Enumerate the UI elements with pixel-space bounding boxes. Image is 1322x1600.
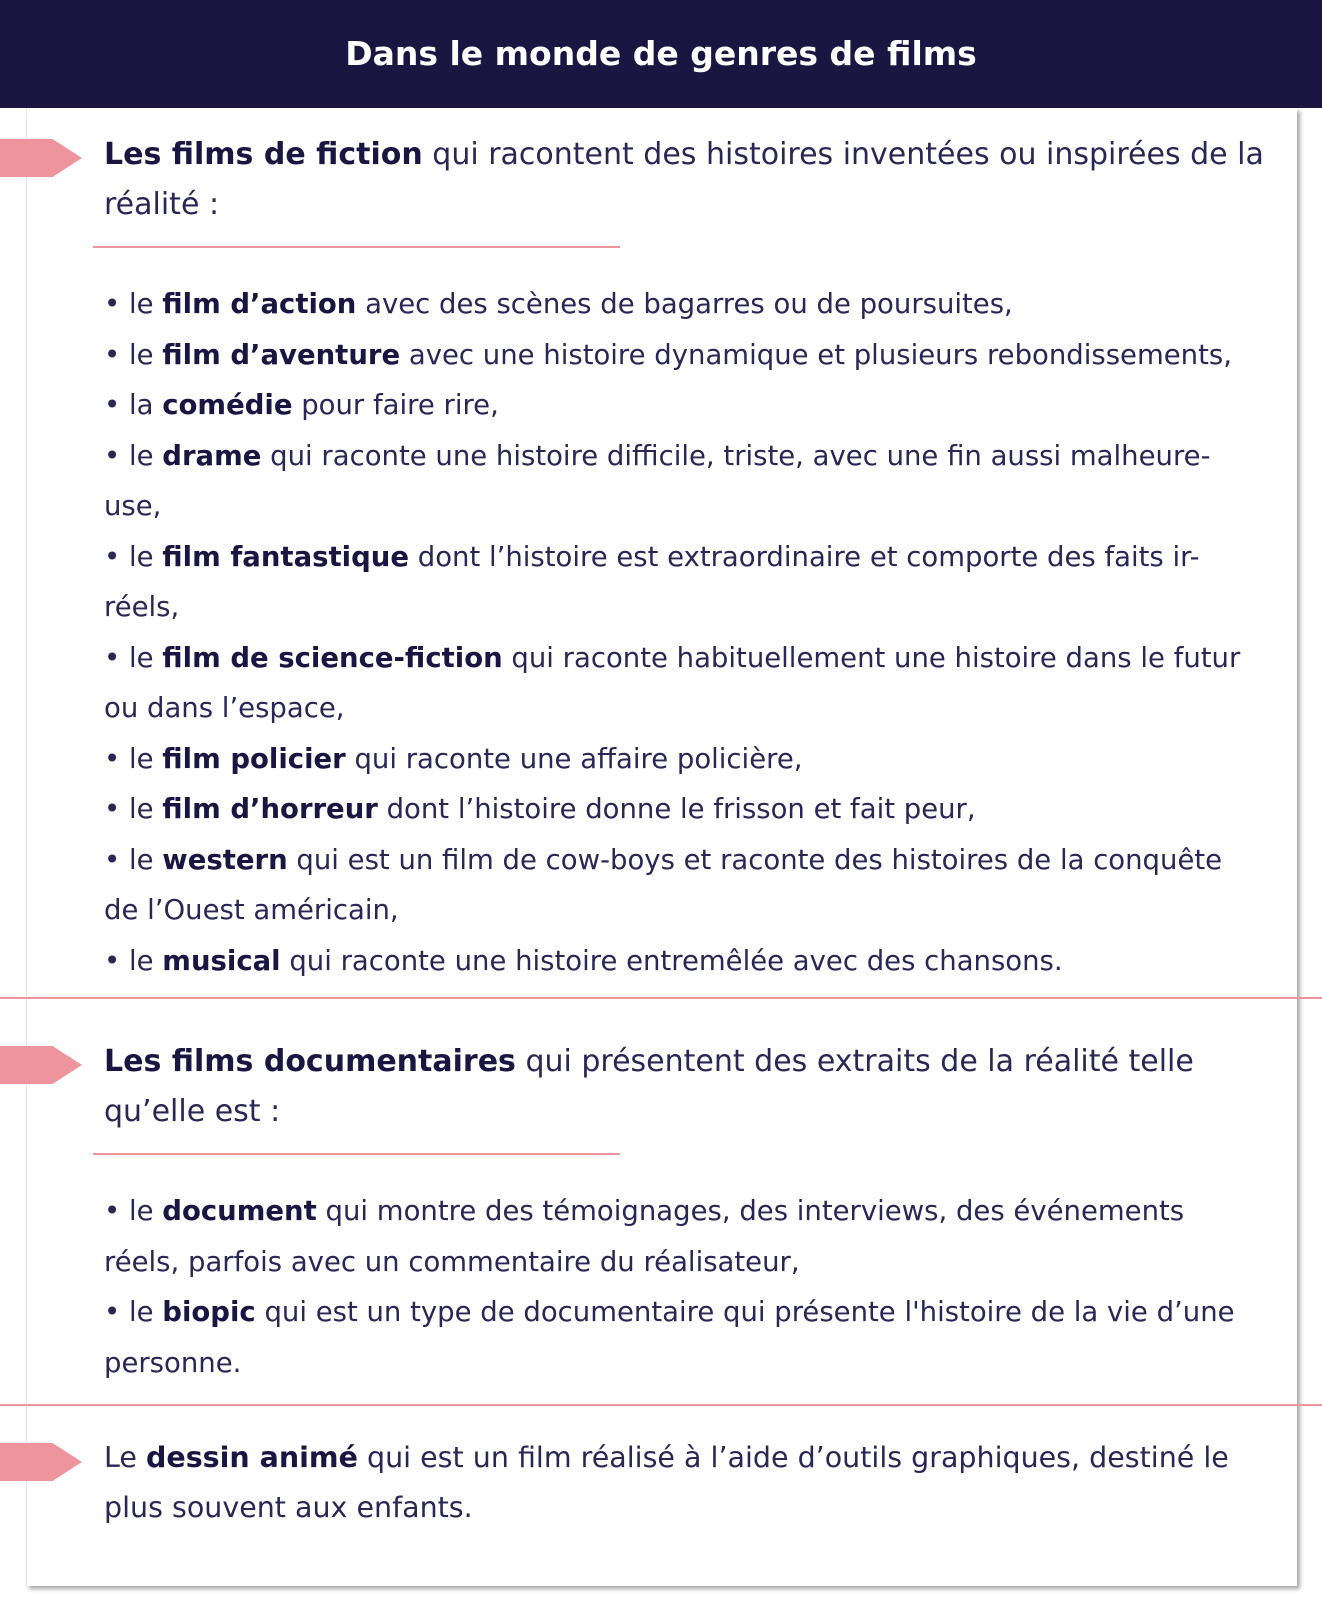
list-item: • la comédie pour faire rire,: [104, 389, 499, 421]
section-fiction-text: qui racontent des histoires inventées ou inspirées de la réalité :: [104, 137, 1264, 222]
section-documentary-bold: Les films documentaires: [104, 1044, 516, 1079]
list-item: • le film d’aventure avec une histoire dynamique et plusieurs rebondissements,: [104, 338, 1232, 371]
list-item: • le musical qui raconte une histoire entremêlée avec des chansons.: [104, 944, 1063, 977]
list-item: • le document qui montre des témoignages, des interviews, des événements réels, parfois avec un commentaire du réalisateur,: [104, 1195, 1185, 1278]
section-animation-bold: dessin animé: [145, 1441, 358, 1474]
documentary-genre-list: [104, 1186, 1264, 1388]
list-item: • le drame qui raconte une histoire difficile, triste, avec une fin aussi malheure-use,: [104, 439, 1211, 522]
section-divider: [0, 997, 1322, 999]
list-item: • le film d’horreur dont l’histoire donne le frisson et fait peur,: [104, 793, 976, 825]
section-documentary-text: qui présentent des extraits de la réalité telle qu’elle est :: [104, 1044, 1194, 1129]
section-divider: [0, 1404, 1322, 1406]
section-fiction-bold: Les films de fiction: [104, 137, 423, 172]
list-item: • le film fantastique dont l’histoire est extraordinaire et comporte des faits ir-réels,: [104, 540, 1200, 623]
list-item: • le western qui est un film de cow-boys et raconte des histoires de la conquête de l’Ouest américain,: [104, 843, 1223, 926]
page-title: Dans le monde de genres de films: [0, 0, 1322, 108]
list-item: • le film de science-fiction qui raconte habituellement une histoire dans le futur ou dans l’espace,: [104, 641, 1241, 724]
list-item: • le biopic qui est un type de documentaire qui présente l'histoire de la vie d’une personne.: [104, 1296, 1235, 1379]
section-documentary-underline: [93, 1153, 620, 1155]
section-animation-text: Le dessin animé qui est un film réalisé à l’aide d’outils graphiques, destiné le plus souvent aux enfants.: [104, 1441, 1229, 1524]
section-fiction-heading: [104, 130, 1264, 230]
fiction-genre-list: [104, 279, 1264, 986]
section-documentary-heading: [104, 1037, 1264, 1137]
list-item: • le film d’action avec des scènes de bagarres ou de poursuites,: [104, 288, 1013, 320]
list-item: • le film policier qui raconte une affaire policière,: [104, 742, 803, 775]
section-fiction-underline: [93, 246, 620, 248]
